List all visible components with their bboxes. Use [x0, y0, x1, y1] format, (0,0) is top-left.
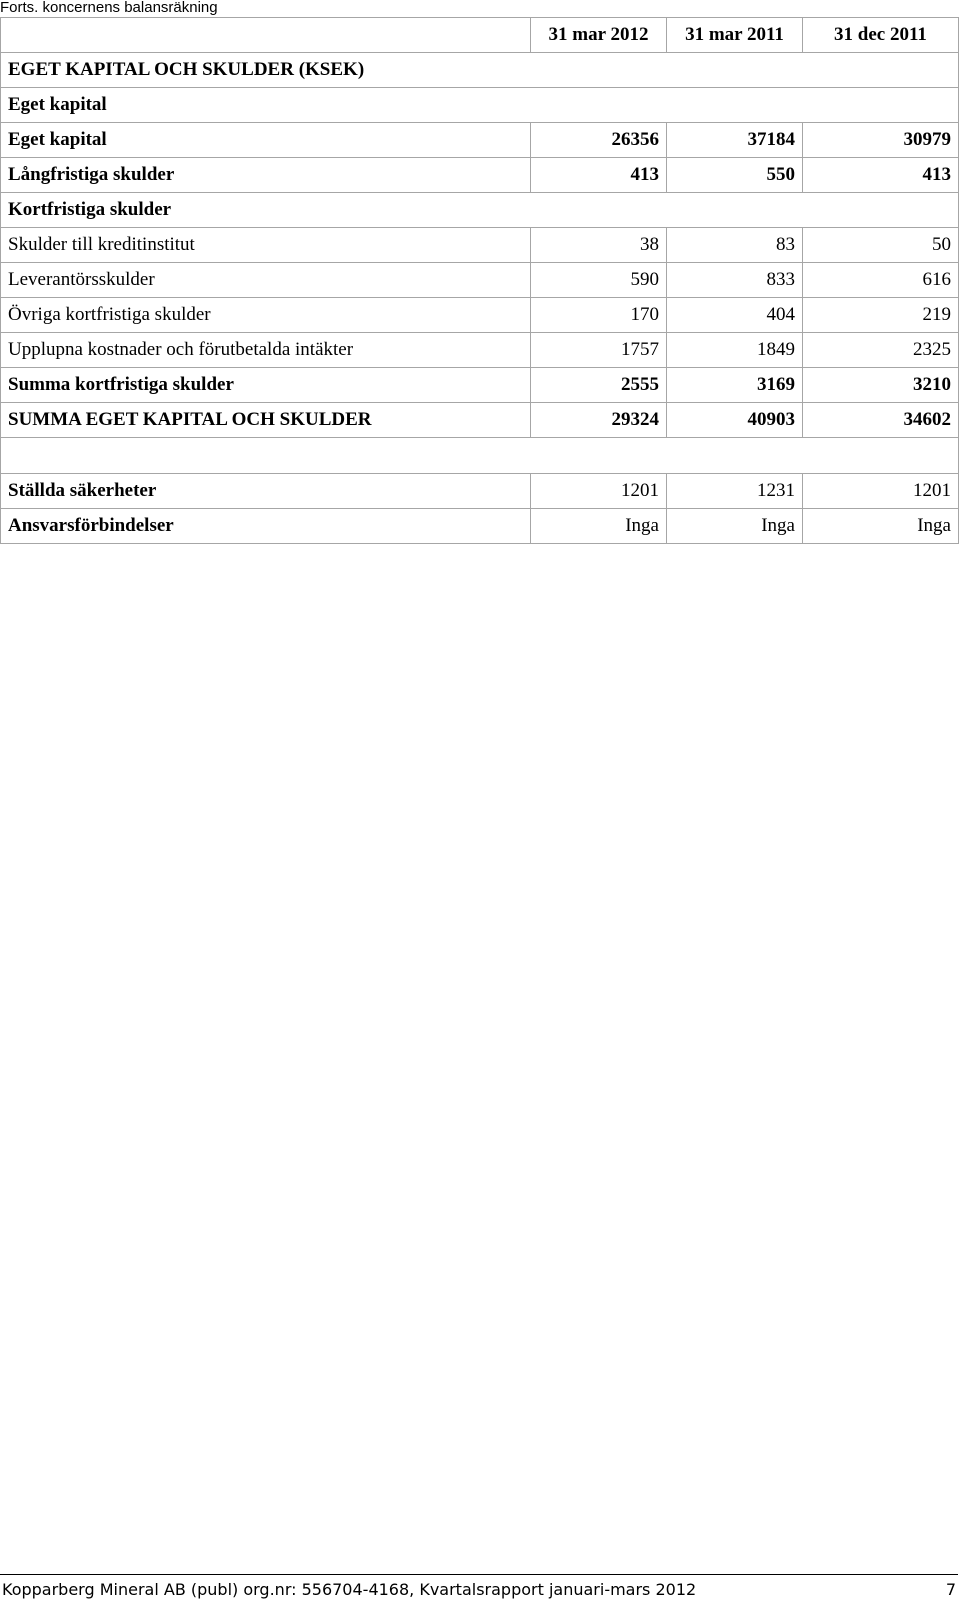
cell-value: 2555 [531, 368, 667, 403]
table-row [1, 368, 959, 403]
row-label: Upplupna kostnader och förutbetalda intäkter [1, 333, 531, 368]
row-label: Summa kortfristiga skulder [1, 368, 531, 403]
cell-value: 30979 [803, 123, 959, 158]
row-label: Långfristiga skulder [1, 158, 531, 193]
cell-value: 50 [803, 228, 959, 263]
row-label: Övriga kortfristiga skulder [1, 298, 531, 333]
cell-value: 38 [531, 228, 667, 263]
spacer-cell [1, 438, 959, 474]
column-header: 31 dec 2011 [803, 18, 959, 53]
page-number: 7 [945, 1580, 956, 1599]
cell-value: 170 [531, 298, 667, 333]
section-heading: Eget kapital [1, 88, 959, 123]
page-footer [0, 1574, 958, 1603]
cell-value: Inga [531, 509, 667, 544]
cell-value: 40903 [667, 403, 803, 438]
cell-value: 29324 [531, 403, 667, 438]
table-row [1, 403, 959, 438]
cell-value: 413 [803, 158, 959, 193]
spacer-row [1, 438, 959, 474]
balance-sheet-table [0, 17, 959, 544]
cell-value: 219 [803, 298, 959, 333]
column-header: 31 mar 2011 [667, 18, 803, 53]
table-row [1, 228, 959, 263]
row-label: Ställda säkerheter [1, 474, 531, 509]
cell-value: 37184 [667, 123, 803, 158]
cell-value: 3210 [803, 368, 959, 403]
cell-value: 550 [667, 158, 803, 193]
cell-value: 1201 [531, 474, 667, 509]
cell-value: Inga [667, 509, 803, 544]
table-row [1, 509, 959, 544]
cell-value: 590 [531, 263, 667, 298]
column-header: 31 mar 2012 [531, 18, 667, 53]
table-row [1, 333, 959, 368]
table-row [1, 123, 959, 158]
cell-value: 3169 [667, 368, 803, 403]
cell-value: 1849 [667, 333, 803, 368]
cell-value: 616 [803, 263, 959, 298]
table-row [1, 158, 959, 193]
row-label: Eget kapital [1, 123, 531, 158]
cell-value: 413 [531, 158, 667, 193]
cell-value: 404 [667, 298, 803, 333]
table-row [1, 263, 959, 298]
table-row [1, 474, 959, 509]
table-row [1, 53, 959, 88]
cell-value: 1201 [803, 474, 959, 509]
cell-value: 83 [667, 228, 803, 263]
header-empty-cell [1, 18, 531, 53]
cell-value: 1757 [531, 333, 667, 368]
row-label: Skulder till kreditinstitut [1, 228, 531, 263]
row-label: Ansvarsförbindelser [1, 509, 531, 544]
cell-value: 2325 [803, 333, 959, 368]
table-row [1, 193, 959, 228]
header-row [1, 18, 959, 53]
row-label: SUMMA EGET KAPITAL OCH SKULDER [1, 403, 531, 438]
table-row [1, 298, 959, 333]
section-heading: EGET KAPITAL OCH SKULDER (KSEK) [1, 53, 959, 88]
cell-value: 1231 [667, 474, 803, 509]
table-caption: Forts. koncernens balansräkning [0, 0, 218, 16]
cell-value: 833 [667, 263, 803, 298]
section-heading: Kortfristiga skulder [1, 193, 959, 228]
footer-text: Kopparberg Mineral AB (publ) org.nr: 556704-4168, Kvartalsrapport januari-mars 2012 [2, 1580, 697, 1599]
row-label: Leverantörsskulder [1, 263, 531, 298]
cell-value: Inga [803, 509, 959, 544]
cell-value: 26356 [531, 123, 667, 158]
cell-value: 34602 [803, 403, 959, 438]
table-row [1, 88, 959, 123]
